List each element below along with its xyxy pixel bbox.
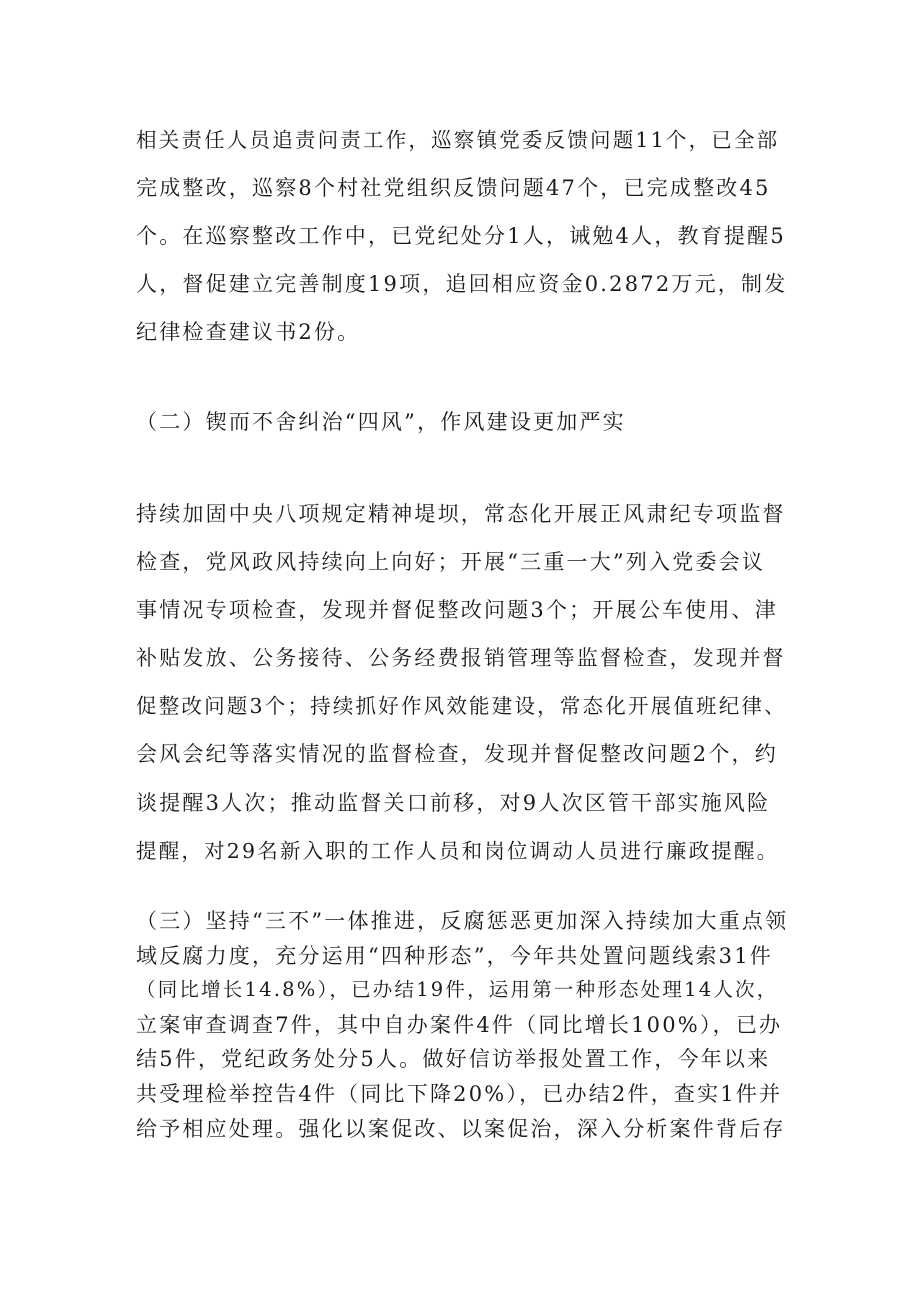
section-heading-text: （二）锲而不舍纠治“四风”，作风建设更加严实 [136,410,626,434]
text-line: 人，督促建立完善制度19项，追回相应资金0.2872万元，制发 [136,272,788,296]
text-line: 纪律检查建议书2份。 [136,320,361,344]
text-line: 完成整改，巡察8个村社党组织反馈问题47个，已完成整改45 [136,176,771,200]
text-line: 会风会纪等落实情况的监督检查，发现并督促整改问题2个，约 [136,742,778,767]
text-line: 域反腐力度，充分运用“四种形态”，今年共处置问题线索31件 [136,943,773,968]
text-line: 事情况专项检查，发现并督促整改问题3个；开展公车使用、津 [136,598,778,623]
text-line: 共受理检举控告4件（同比下降20%），已办结2件，查实1件并 [136,1081,783,1106]
text-line: 谈提醒3人次；推动监督关口前移，对9人次区管干部实施风险 [136,790,771,815]
text-line: 提醒，对29名新入职的工作人员和岗位调动人员进行廉政提醒。 [136,838,780,863]
paragraph-anti-corruption [136,904,792,1146]
text-line: 立案审查调查7件，其中自办案件4件（同比增长100%），已办 [136,1012,783,1037]
text-line: 促整改问题3个；持续抓好作风效能建设，常态化开展值班纪律、 [136,694,787,719]
text-line: 给予相应处理。强化以案促改、以案促治，深入分析案件背后存 [136,1116,786,1141]
text-line: 补贴发放、公务接待、公务经费报销管理等监督检查，发现并督 [136,646,786,671]
paragraph-four-winds [136,490,792,875]
text-line: （三）坚持“三不”一体推进，反腐惩恶更加深入持续加大重点领 [136,909,789,933]
text-line: 结5件，党纪政务处分5人。做好信访举报处置工作，今年以来 [136,1047,771,1072]
text-line: （同比增长14.8%），已办结19件，运用第一种形态处理14人次， [136,978,779,1002]
text-line: 相关责任人员追责问责工作，巡察镇党委反馈问题11个，已全部 [136,128,780,152]
text-line: 检查，党风政风持续向上向好；开展“三重一大”列入党委会议 [136,550,766,575]
text-line: 个。在巡察整改工作中，已党纪处分1人，诫勉4人，教育提醒5 [136,224,786,248]
paragraph-accountability [136,116,792,356]
section-heading-two [136,400,792,444]
text-line: 持续加固中央八项规定精神堤坝，常态化开展正风肃纪专项监督 [136,502,786,526]
